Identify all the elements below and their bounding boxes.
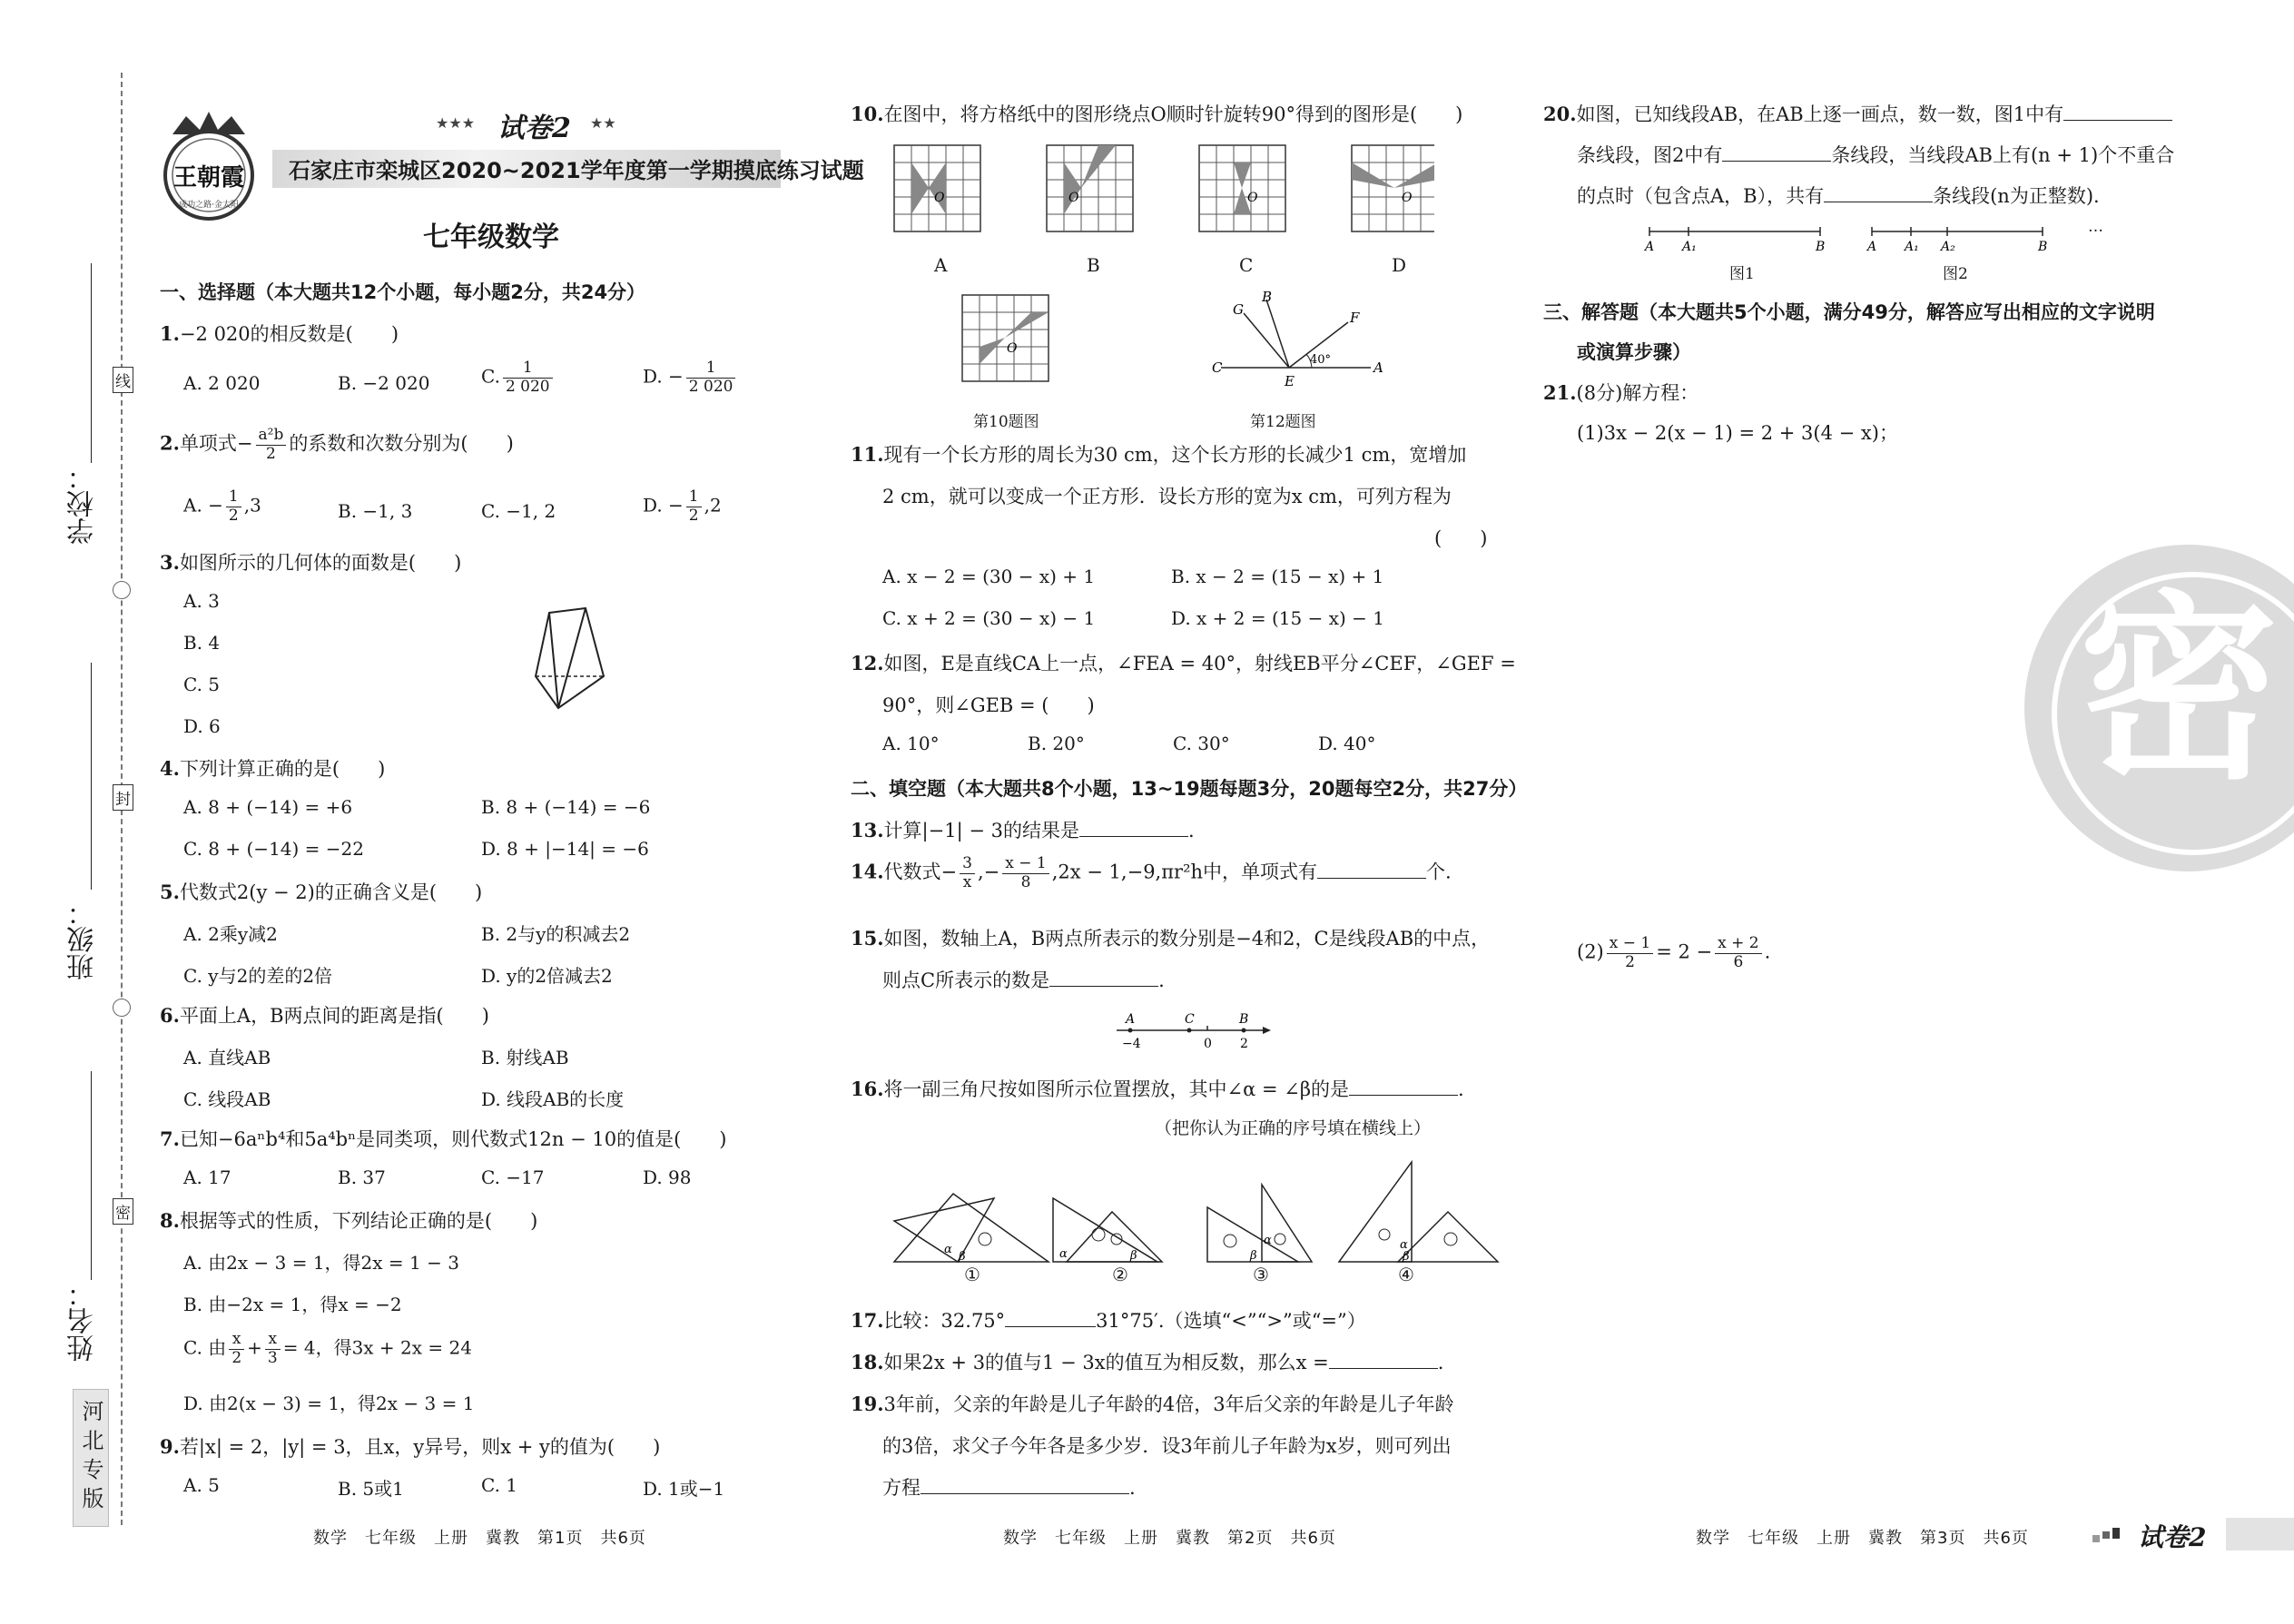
q16-answer-blank[interactable] (1349, 1077, 1458, 1096)
q18-answer-blank[interactable] (1329, 1350, 1438, 1369)
name-field[interactable] (91, 1071, 92, 1280)
name-label: 姓名： (67, 1280, 99, 1362)
svg-text:2: 2 (1240, 1037, 1248, 1051)
exam-title: 石家庄市栾城区2020~2021学年度第一学期摸底练习试题 (289, 158, 864, 183)
subject-title: 七年级数学 (423, 221, 559, 253)
q7-option-a[interactable]: A. 17 (183, 1166, 231, 1188)
q2-option-c[interactable]: C. −1, 2 (481, 500, 556, 522)
q11-option-b[interactable]: B. x − 2 = (15 − x) + 1 (1171, 566, 1384, 587)
q21-part2-workspace[interactable] (1577, 989, 2212, 1498)
q12-angle-figure (1203, 290, 1384, 390)
svg-text:β: β (959, 1250, 966, 1264)
q15-answer-blank[interactable] (1049, 968, 1158, 987)
footer-page3: 数学 七年级 上册 冀教 第3页 共6页 (1696, 1529, 2029, 1548)
svg-text:O: O (1068, 191, 1079, 205)
set-square-figure-3 (1207, 1185, 1312, 1263)
q21-stem: 21.(8分)解方程： (1543, 381, 1699, 404)
q1-option-d[interactable]: D. − $\frac{1}{2 020}$ (643, 359, 738, 396)
svg-text:−4: −4 (1122, 1037, 1141, 1051)
q7-option-d[interactable]: D. 98 (643, 1166, 692, 1188)
segment-figure-2 (1866, 227, 2047, 254)
q20-line3: 的点时（包含点A，B），共有 条线段(n为正整数). (1577, 185, 2100, 207)
q7-option-c[interactable]: C. −17 (481, 1166, 545, 1188)
svg-text:40°: 40° (1310, 353, 1332, 367)
q7-stem: 7.已知−6aⁿb⁴和5a⁴bⁿ是同类项，则代数式12n − 10的值是( ) (160, 1127, 727, 1150)
q4-option-a[interactable]: A. 8 + (−14) = +6 (183, 796, 353, 818)
svg-text:B: B (1239, 1012, 1249, 1027)
q20-line1: 20.如图，已知线段AB，在AB上逐一画点，数一数，图1中有 (1543, 100, 2172, 127)
section2-title: 二、填空题（本大题共8个小题，13~19题每题3分，20题每空2分，共27分） (851, 778, 1528, 800)
confidential-stamp: 密 (2024, 545, 2294, 890)
svg-text:0: 0 (1204, 1037, 1212, 1051)
q9-option-c[interactable]: C. 1 (481, 1474, 518, 1496)
q13-answer-blank[interactable] (1079, 818, 1188, 837)
q20-fig1-caption: 图1 (1729, 265, 1755, 283)
q5-option-a[interactable]: A. 2乘y减2 (183, 923, 278, 945)
q12-option-d[interactable]: D. 40° (1318, 733, 1376, 754)
footer-badge: 试卷2 (2138, 1522, 2207, 1552)
seal-dot (113, 999, 131, 1017)
svg-text:成功之路·金太阳: 成功之路·金太阳 (179, 201, 239, 210)
q4-option-b[interactable]: B. 8 + (−14) = −6 (481, 796, 651, 818)
q21-part1-workspace[interactable] (1577, 454, 1958, 908)
logo-emblem (154, 107, 263, 225)
svg-text:A₂: A₂ (1941, 240, 1955, 254)
svg-text:β: β (1403, 1250, 1410, 1264)
class-field[interactable] (91, 663, 92, 890)
q19-line2: 的3倍，求父子今年各是多少岁．设3年前儿子年龄为x岁，则可列出 (882, 1435, 1452, 1457)
corner-squares-icon (2092, 1528, 2120, 1546)
region-tag: 河北专版 (73, 1389, 109, 1527)
set-square-figure-4 (1339, 1162, 1498, 1264)
q12-option-c[interactable]: C. 30° (1173, 733, 1230, 754)
svg-text:F: F (1350, 310, 1360, 326)
section3-title-cont: 或演算步骤） (1577, 341, 1691, 363)
q10-stem: 10.在图中，将方格纸中的图形绕点O顺时针旋转90°得到的图形是( ) (851, 103, 1463, 125)
q11-line1: 11.现有一个长方形的周长为30 cm，这个长方形的长减少1 cm，宽增加 (851, 443, 1467, 466)
svg-text:G: G (1233, 301, 1244, 318)
svg-text:β: β (1130, 1249, 1137, 1263)
q6-option-d[interactable]: D. 线段AB的长度 (481, 1088, 625, 1110)
set-square-figure-2 (1053, 1198, 1162, 1263)
q9-option-b[interactable]: B. 5或1 (338, 1478, 404, 1500)
class-label: 班级： (67, 899, 99, 980)
q3-option-a[interactable]: A. 3 (183, 590, 220, 612)
q5-stem: 5.代数式2(y − 2)的正确含义是( ) (160, 881, 483, 903)
svg-text:α: α (1400, 1238, 1408, 1252)
q9-option-a[interactable]: A. 5 (183, 1474, 220, 1496)
q8-option-b[interactable]: B. 由−2x = 1，得x = −2 (183, 1294, 402, 1315)
q20-fig2-caption: 图2 (1943, 265, 1968, 283)
q21-part2: (2) $\frac{x - 1}{2}$ = 2 − $\frac{x + 2}{6}$ . (1577, 934, 1771, 971)
svg-text:B: B (2038, 240, 2048, 254)
q6-option-b[interactable]: B. 射线AB (481, 1047, 569, 1068)
q6-option-a[interactable]: A. 直线AB (183, 1047, 271, 1068)
q16-label-3[interactable]: ③ (1253, 1264, 1269, 1285)
q12-option-b[interactable]: B. 20° (1028, 733, 1085, 754)
q15-line2: 则点C所表示的数是 . (882, 969, 1165, 991)
paper-badge: 试卷2 (497, 113, 571, 144)
q8-option-c[interactable]: C. 由 $\frac{x}{2}$ + $\frac{x}{3}$ = 4，得3x + 2x = 24 (183, 1330, 472, 1367)
q1-number: 1. (160, 322, 180, 345)
q3-option-c[interactable]: C. 5 (183, 674, 221, 695)
q11-option-d[interactable]: D. x + 2 = (15 − x) − 1 (1171, 607, 1384, 629)
q21-part1: (1)3x − 2(x − 1) = 2 + 3(4 − x)； (1577, 422, 1898, 444)
q9-stem: 9.若|x| = 2，|y| = 3，且x，y异号，则x + y的值为( ) (160, 1435, 661, 1458)
q2-stem: 2.单项式− $\frac{\text{a²b}}{2}$ 的系数和次数分别为( ) (160, 426, 514, 463)
q19-line3: 方程 . (882, 1477, 1136, 1499)
q16-label-4[interactable]: ④ (1398, 1264, 1414, 1285)
svg-text:A: A (1867, 240, 1877, 254)
q3-solid-figure (531, 604, 613, 713)
section3-title: 三、解答题（本大题共5个小题，满分49分，解答应写出相应的文字说明 (1543, 301, 2155, 323)
q12-caption: 第12题图 (1250, 413, 1316, 431)
svg-text:A₁: A₁ (1682, 240, 1697, 254)
svg-text:C: C (1212, 359, 1223, 376)
q4-option-d[interactable]: D. 8 + |−14| = −6 (481, 838, 649, 860)
q11-paren: ( ) (1434, 527, 1488, 549)
q5-option-c[interactable]: C. y与2的差的2倍 (183, 965, 333, 987)
q10-label-c[interactable]: C (1239, 254, 1254, 276)
q4-option-c[interactable]: C. 8 + (−14) = −22 (183, 838, 364, 860)
q1-text: −2 020的相反数是( ) (179, 323, 399, 345)
q16-stem: 16.将一副三角尺按如图所示位置摆放，其中∠α = ∠β的是 . (851, 1078, 1464, 1100)
section1-title: 一、选择题（本大题共12个小题，每小题2分，共24分） (160, 281, 646, 303)
q13-stem: 13.计算|−1| − 3的结果是 . (851, 819, 1195, 842)
q10-figure-options (890, 141, 1434, 277)
q2-option-a[interactable]: A. − $\frac{1}{2}$ ,3 (183, 487, 261, 525)
q2-option-d[interactable]: D. − $\frac{1}{2}$ ,2 (643, 487, 722, 525)
q20-answer-blank-2[interactable] (1722, 143, 1831, 162)
q15-number-line (1112, 1009, 1275, 1055)
svg-text:A: A (1645, 240, 1655, 254)
q6-stem: 6.平面上A，B两点间的距离是指( ) (160, 1004, 489, 1027)
seal-close-mark: 密 (113, 1198, 133, 1225)
q5-option-d[interactable]: D. y的2倍减去2 (481, 965, 613, 987)
q9-option-d[interactable]: D. 1或−1 (643, 1478, 725, 1500)
q15-line1: 15.如图，数轴上A，B两点所表示的数分别是−4和2，C是线段AB的中点， (851, 927, 1491, 950)
q19-answer-blank[interactable] (921, 1475, 1129, 1494)
q8-stem: 8.根据等式的性质，下列结论正确的是( ) (160, 1209, 538, 1232)
svg-text:A: A (1126, 1012, 1136, 1027)
q16-label-1[interactable]: ① (964, 1264, 980, 1285)
q3-stem: 3.如图所示的几何体的面数是( ) (160, 551, 462, 574)
q4-stem: 4.下列计算正确的是( ) (160, 757, 386, 780)
svg-text:O: O (1247, 191, 1258, 205)
svg-text:A₁: A₁ (1905, 240, 1919, 254)
q12-option-a[interactable]: A. 10° (882, 733, 940, 754)
grid-option-b (1047, 145, 1133, 231)
svg-text:A: A (1373, 359, 1383, 376)
q16-note: （把你认为正确的序号填在横线上） (1155, 1118, 1432, 1138)
logo (154, 107, 263, 225)
q1-option-a[interactable]: A. 2 020 (183, 372, 261, 394)
q11-option-c[interactable]: C. x + 2 = (30 − x) − 1 (882, 607, 1096, 629)
q17-stem: 17.比较：32.75° 31°75′.（选填“<”“>”或“=”） (851, 1309, 1366, 1332)
q20-answer-blank-3[interactable] (1824, 183, 1933, 202)
grid-option-a (894, 145, 980, 231)
segment-figure-1 (1643, 227, 1825, 254)
grid-option-c (1199, 145, 1285, 231)
svg-text:α: α (944, 1243, 952, 1256)
svg-text:β: β (1250, 1249, 1257, 1263)
seal-dot (113, 581, 131, 599)
q20-ellipsis: … (2088, 218, 2103, 236)
q1-option-c[interactable]: C. $\frac{1}{2 020}$ (481, 359, 556, 396)
q12-line1: 12.如图，E是直线CA上一点，∠FEA = 40°，射线EB平分∠CEF，∠GEF = (851, 652, 1516, 674)
q20-segment-figures (1639, 221, 2092, 257)
q10-label-a[interactable]: A (934, 254, 948, 276)
q6-option-c[interactable]: C. 线段AB (183, 1088, 271, 1110)
q14-answer-blank[interactable] (1317, 860, 1426, 879)
q5-option-b[interactable]: B. 2与y的积减去2 (481, 923, 631, 945)
q10-label-b[interactable]: B (1087, 254, 1100, 276)
q16-label-2[interactable]: ② (1112, 1264, 1128, 1285)
svg-text:B: B (1816, 240, 1826, 254)
q3-option-b[interactable]: B. 4 (183, 632, 221, 654)
footer-band (2226, 1518, 2294, 1550)
q19-line1: 19.3年前，父亲的年龄是儿子年龄的4倍，3年后父亲的年龄是儿子年龄 (851, 1393, 1454, 1415)
svg-text:O: O (1007, 341, 1018, 356)
q8-option-a[interactable]: A. 由2x − 3 = 1，得2x = 1 − 3 (183, 1252, 459, 1274)
svg-text:B: B (1262, 290, 1273, 305)
seal-line-mark: 线 (113, 367, 133, 393)
q1-stem (160, 320, 399, 347)
q3-option-d[interactable]: D. 6 (183, 715, 221, 737)
school-field[interactable] (91, 263, 92, 463)
svg-text:C: C (1185, 1012, 1195, 1027)
q14-stem: 14.代数式− $\frac{3}{x}$ ,− $\frac{x - 1}{8}$ ,2x − 1,−9,πr²h中，单项式有 个. (851, 854, 1452, 891)
q20-answer-blank-1[interactable] (2063, 102, 2172, 121)
q17-answer-blank[interactable] (1005, 1308, 1096, 1327)
footer-page1: 数学 七年级 上册 冀教 第1页 共6页 (313, 1529, 646, 1548)
q20-line2: 条线段，图2中有 条线段，当线段AB上有(n + 1)个不重合 (1577, 144, 2175, 166)
footer-page2: 数学 七年级 上册 冀教 第2页 共6页 (1003, 1529, 1336, 1548)
svg-text:王朝霞: 王朝霞 (172, 164, 245, 192)
seal-seal-mark: 封 (113, 784, 133, 811)
q10-caption: 第10题图 (973, 413, 1039, 431)
svg-text:O: O (934, 191, 945, 205)
svg-text:E: E (1285, 373, 1295, 389)
q16-set-squares (890, 1157, 1507, 1275)
school-label: 学校： (67, 463, 99, 545)
svg-text:α: α (1264, 1234, 1272, 1247)
q18-stem: 18.如果2x + 3的值与1 − 3x的值互为相反数，那么x = . (851, 1351, 1444, 1373)
q7-option-b[interactable]: B. 37 (338, 1166, 386, 1188)
q11-option-a[interactable]: A. x − 2 = (30 − x) + 1 (882, 566, 1096, 587)
q10-original-figure (958, 290, 1058, 390)
svg-text:α: α (1059, 1247, 1068, 1261)
stars-left: ★★★ (436, 114, 476, 132)
q2-option-b[interactable]: B. −1, 3 (338, 500, 413, 522)
svg-text:O: O (1402, 191, 1413, 205)
q11-line2: 2 cm，就可以变成一个正方形．设长方形的宽为x cm，可列方程为 (882, 486, 1452, 507)
q1-option-b[interactable]: B. −2 020 (338, 372, 430, 394)
stars-right: ★★ (590, 114, 616, 132)
q8-option-d[interactable]: D. 由2(x − 3) = 1，得2x − 3 = 1 (183, 1393, 475, 1414)
q10-label-d[interactable]: D (1392, 254, 1407, 276)
q12-line2: 90°，则∠GEB = ( ) (882, 694, 1095, 716)
grid-option-d (1352, 145, 1434, 231)
set-square-figure-1 (894, 1194, 1049, 1264)
